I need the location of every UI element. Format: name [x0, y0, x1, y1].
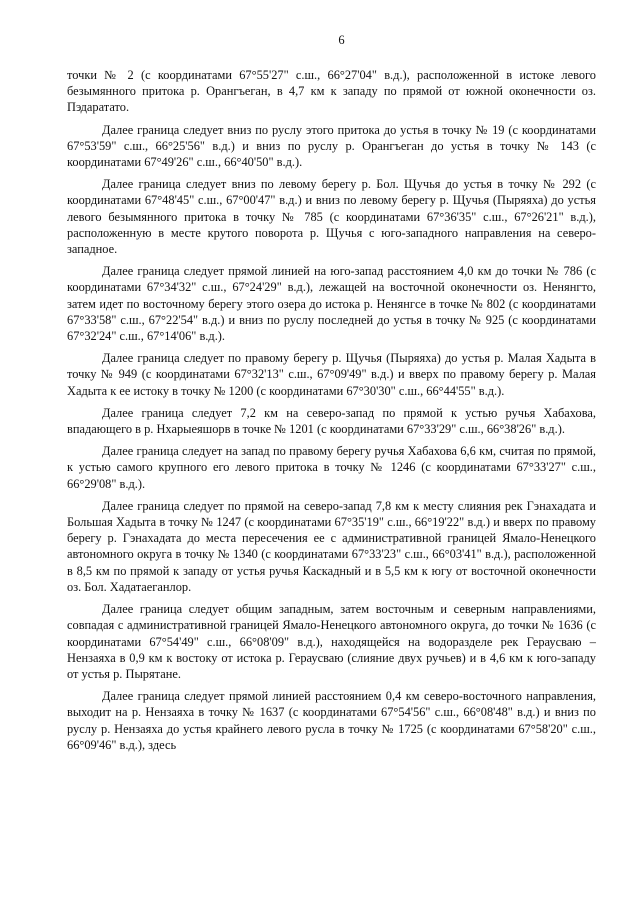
paragraph-5: Далее граница следует по правому берегу р. Щучья (Пыряяха) до устья р. Малая Хадыта в точку № 949 (с координатами 67°32'13" с.ш., 67°09'49" в.д.) и вверх по правому берегу р. Малая Хадыта к ее истоку в точку № 1200 (с координатами 67°30'30" с.ш., 66°44'55" в.д.). — [67, 351, 596, 398]
paragraph-8: Далее граница следует по прямой на северо-запад 7,8 км к месту слияния рек Гэнахадата и Большая Хадыта в точку № 1247 (с координатами 67°35'19" с.ш., 66°19'22" в.д.) и вверх по правому берегу р. Гэнахадата до места пересечения ее с административной границей Ямало-Ненецкого автономного округа в точку № 1340 (с координатами 67°33'23" с.ш., 66°03'41" в.д.), расположенной в 8,5 км по прямой к западу от устья ручья Каскадный и в 5,5 км к югу от восточной оконечности оз. Бол. Хадатаеганлор. — [67, 498, 596, 594]
paragraph-2: Далее граница следует вниз по руслу этого притока до устья в точку № 19 (с координатами 67°53'59" с.ш., 66°25'56" в.д.) и вниз по руслу р. Орангъеган до устья в точку № 143 (с координатами 67°49'26" с.ш., 66°40'50" в.д.). — [67, 122, 596, 170]
paragraph-1: точки № 2 (с координатами 67°55'27" с.ш., 66°27'04" в.д.), расположенной в истоке левого безымянного притока р. Орангъеган, в 4,7 км к западу по прямой от южной оконечности оз. Пэдаратато. — [67, 68, 596, 115]
page-number: 6 — [338, 33, 345, 47]
paragraph-7: Далее граница следует на запад по правому берегу ручья Хабахова 6,6 км, считая по прямой, к устью самого крупного его левого притока в точку № 1246 (с координатами 67°33'27" с.ш., 66°29'08" в.д.). — [67, 444, 596, 491]
paragraph-4: Далее граница следует прямой линией на юго-запад расстоянием 4,0 км до точки № 786 (с координатами 67°34'32" с.ш., 67°24'29" в.д.), лежащей на восточной оконечности оз. Ненянгто, затем идет по восточному берегу этого озера до истока р. Ненянгсе в точке № 802 (с координатами 67°33'58" с.ш., 67°22'54" в.д.) и вниз по руслу последней до устья в точку № 925 (с координатами 67°32'24" с.ш., 67°14'06" в.д.). — [67, 264, 596, 344]
paragraph-10: Далее граница следует прямой линией расстоянием 0,4 км северо-восточного направления, выходит на р. Нензаяха в точку № 1637 (с координатами 67°54'56" с.ш., 66°08'48" в.д.) и вниз по руслу р. Нензаяха до устья крайнего левого русла в точку № 1725 (с координатами 67°58'20" с.ш., 66°09'46" в.д.), здесь — [67, 689, 596, 752]
paragraph-6: Далее граница следует 7,2 км на северо-запад по прямой к устью ручья Хабахова, впадающего в р. Нхарыеяшорв в точке № 1201 (с координатами 67°33'29" с.ш., 66°38'26" в.д.). — [67, 405, 596, 437]
paragraph-9: Далее граница следует общим западным, затем восточным и северным направлениями, совпадая с административной границей Ямало-Ненецкого автономного округа, до точки № 1636 (с координатами 67°54'49" с.ш., 66°08'09" в.д.), находящейся на водоразделе рек Гераусваю – Нензаяха в 0,9 км к востоку от истока р. Гераусваю (слияние двух ручьев) и в 4,6 км к юго-западу от устья р. Пырятане. — [67, 602, 596, 681]
paragraph-3: Далее граница следует вниз по левому берегу р. Бол. Щучья до устья в точку № 292 (с координатами 67°48'45" с.ш., 67°00'47" в.д.) и вниз по левому берегу р. Щучья (Пыряяха) до устья левого безымянного притока в точку № 785 (с координатами 67°36'35" с.ш., 67°26'21" в.д.), расположенную в месте крутого поворота р. Щучья с юго-западного направления на северо-западное. — [67, 177, 596, 257]
